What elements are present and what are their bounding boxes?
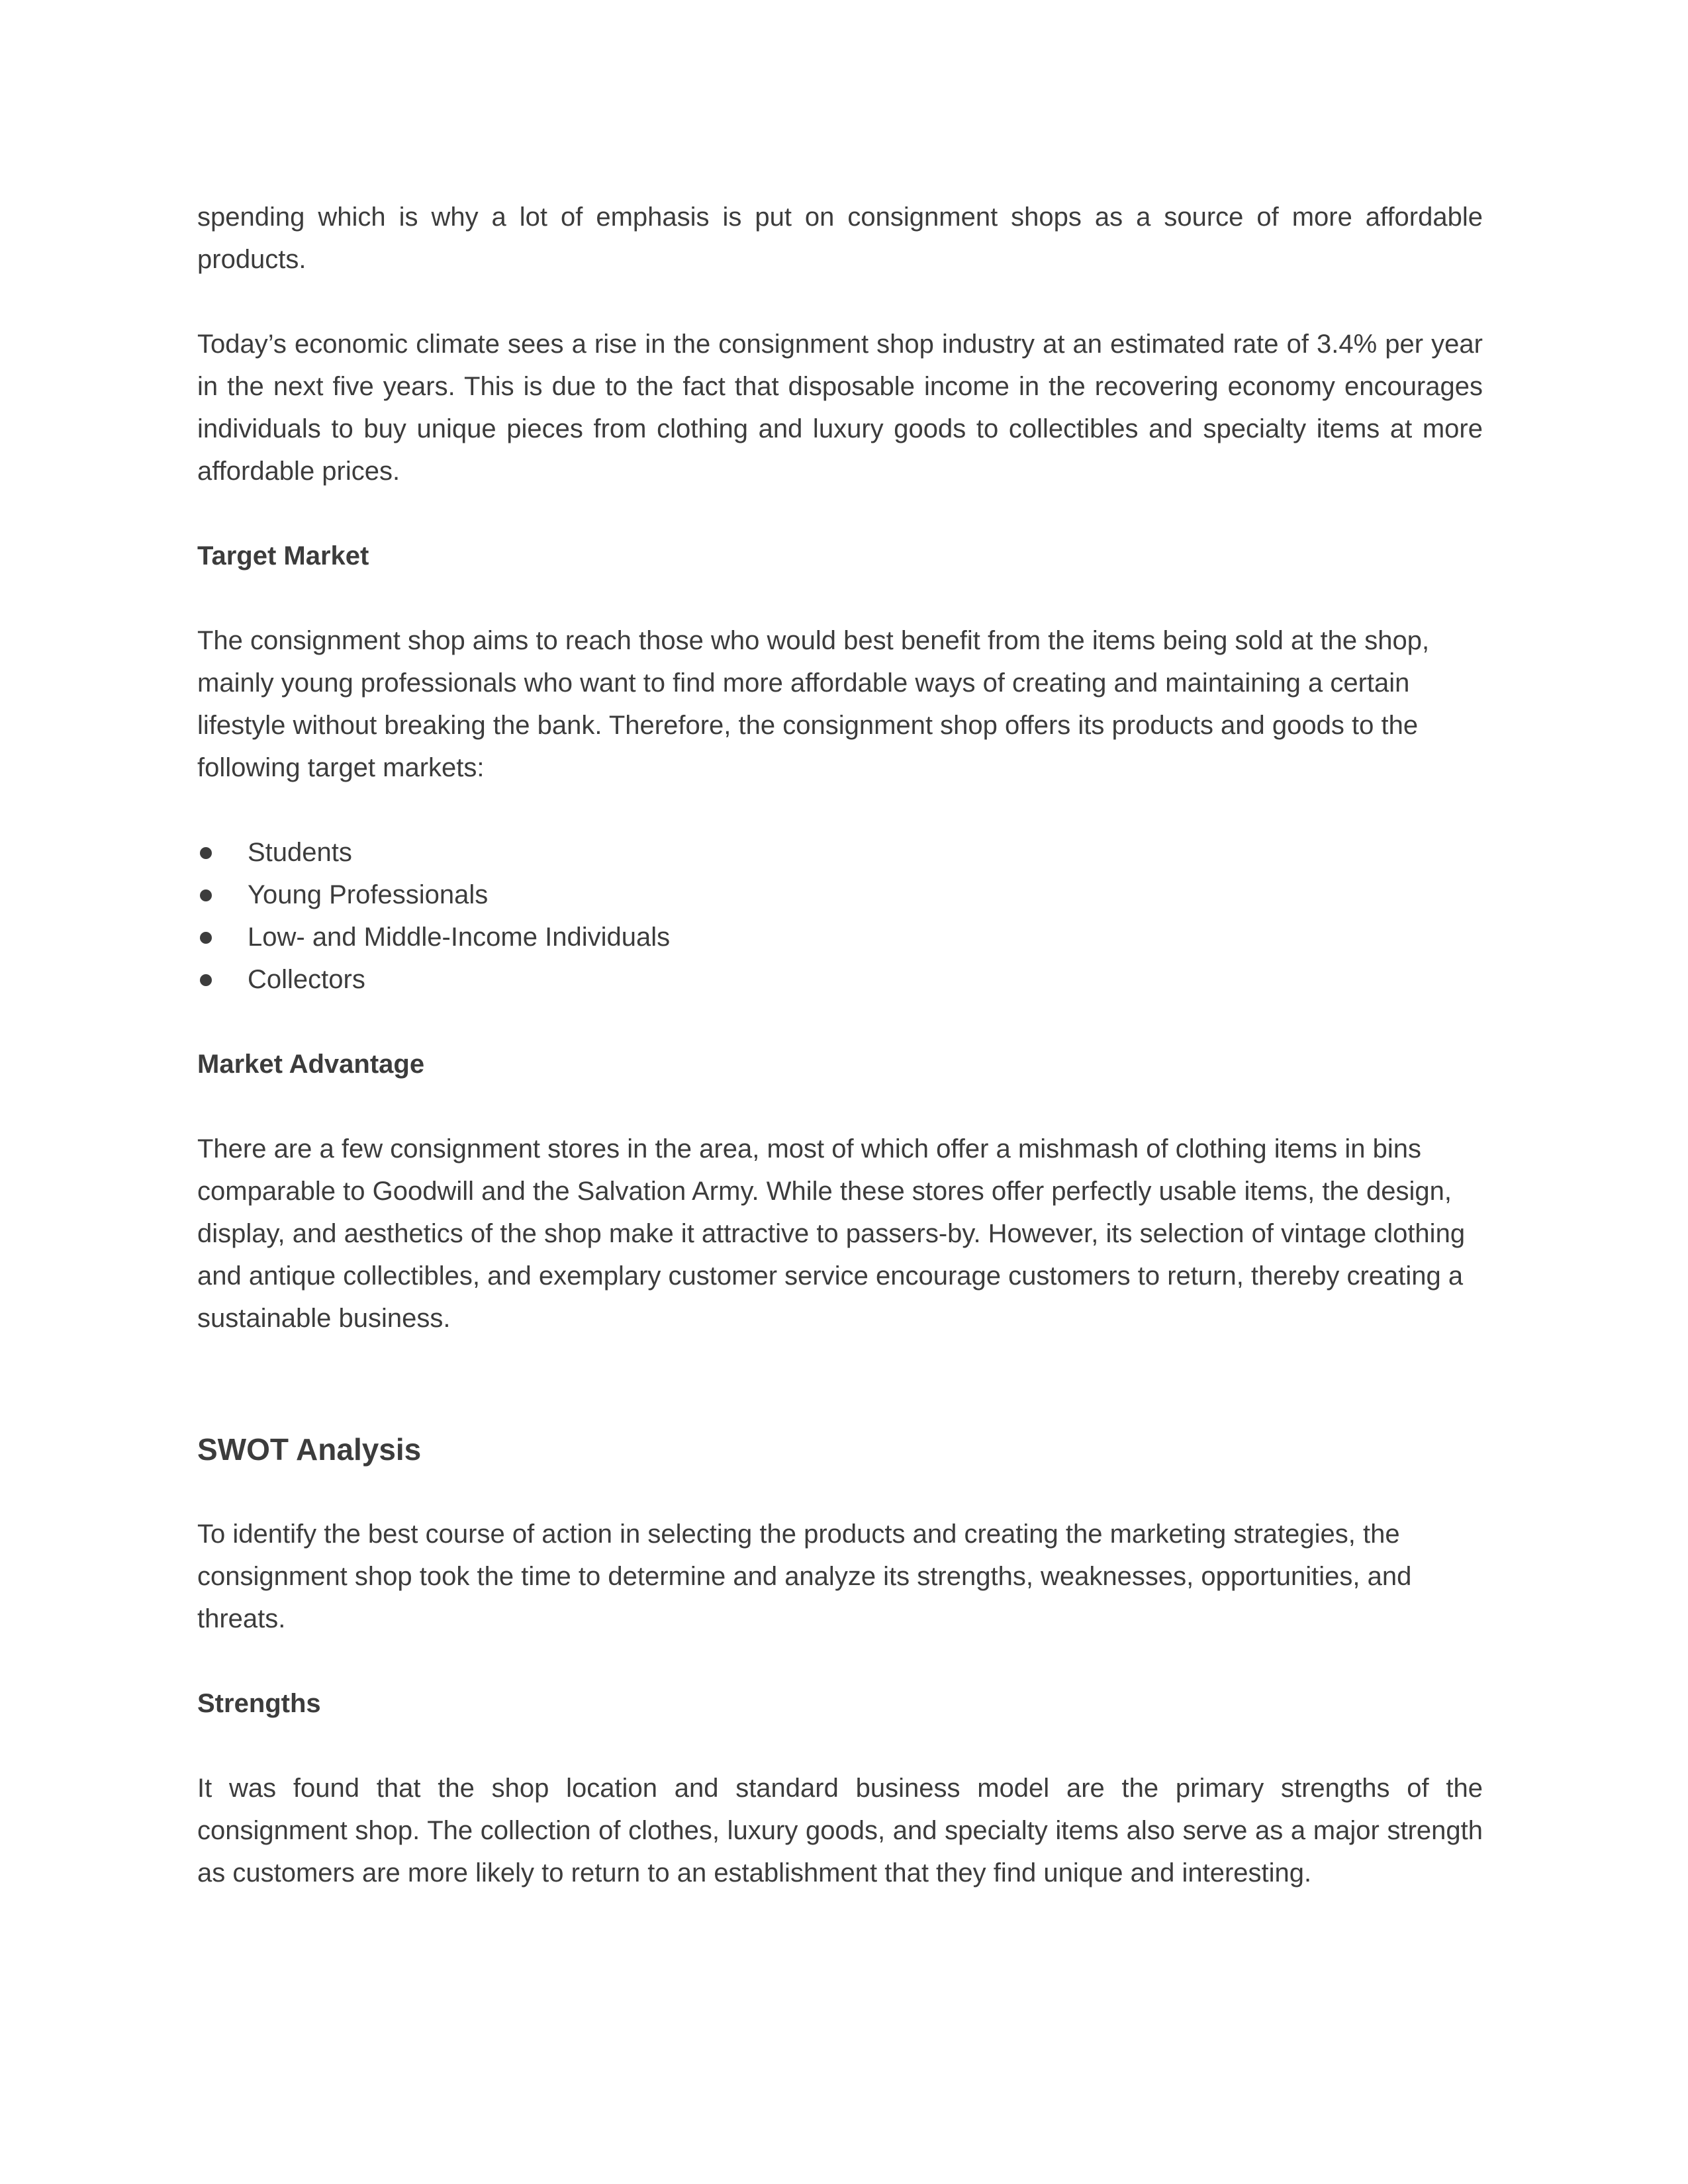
heading-market-advantage: Market Advantage	[197, 1050, 425, 1079]
paragraph-strengths: It was found that the shop location and standard business model are the primary strengths of the consignment shop. The collection of clothes, luxury goods, and specialty items also serve as a major strength as customers are more likely to return to an establishment that they find unique and interesting.	[197, 1774, 1483, 1888]
document-page	[197, 196, 1483, 1936]
heading-target-market: Target Market	[197, 541, 369, 570]
heading-swot-analysis: SWOT Analysis	[197, 1432, 422, 1467]
list-item-label: Low- and Middle-Income Individuals	[248, 923, 671, 952]
heading-strengths: Strengths	[197, 1689, 321, 1718]
paragraph-spending: spending which is why a lot of emphasis is put on consignment shops as a source of more affordable products.	[197, 203, 1483, 274]
bullet-icon	[200, 974, 212, 986]
list-item	[197, 831, 1483, 874]
target-markets-list	[197, 831, 1483, 1001]
list-item-label: Collectors	[248, 965, 365, 994]
list-item	[197, 958, 1483, 1001]
paragraph-market-advantage: There are a few consignment stores in the area, most of which offer a mishmash of clothing items in bins comparable to Goodwill and the Salvation Army. While these stores offer perfectly usable items, the design, display, and aesthetics of the shop make it attractive to passers-by. However, its selection of vintage clothing and antique collectibles, and exemplary customer service encourage customers to return, thereby creating a sustainable business.	[197, 1134, 1466, 1333]
paragraph-economic-climate: Today’s economic climate sees a rise in the consignment shop industry at an estimated rate of 3.4% per year in the next five years. This is due to the fact that disposable income in the recovering economy encourages individuals to buy unique pieces from clothing and luxury goods to collectibles and specialty items at more affordable prices.	[197, 330, 1483, 486]
list-item	[197, 916, 1483, 958]
list-item	[197, 874, 1483, 916]
list-item-label: Young Professionals	[248, 880, 489, 909]
paragraph-swot-intro: To identify the best course of action in selecting the products and creating the marketing strategies, the consignment shop took the time to determine and analyze its strengths, weaknesses, opportunities, and threats.	[197, 1520, 1412, 1633]
bullet-icon	[200, 889, 212, 901]
paragraph-target-intro: The consignment shop aims to reach those who would best benefit from the items being sold at the shop, mainly young professionals who want to find more affordable ways of creating and maintaining a certain lifestyle without breaking the bank. Therefore, the consignment shop offers its products and goods to the following target markets:	[197, 626, 1430, 782]
list-item-label: Students	[248, 838, 352, 867]
bullet-icon	[200, 932, 212, 944]
bullet-icon	[200, 847, 212, 859]
